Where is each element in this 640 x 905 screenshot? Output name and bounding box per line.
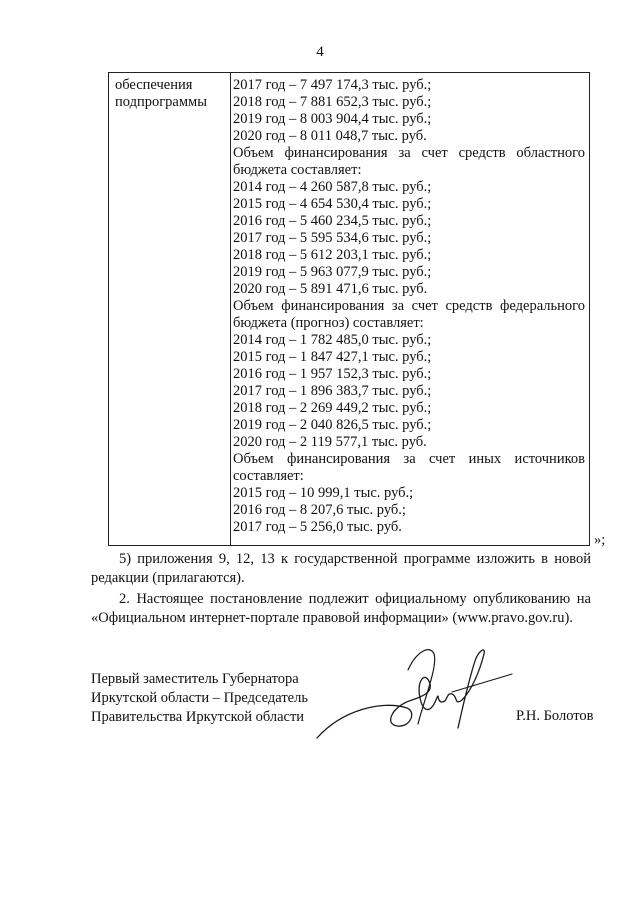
funding-line: 2019 год – 8 003 904,4 тыс. руб.; xyxy=(233,111,432,127)
funding-line: 2020 год – 2 119 577,1 тыс. руб. xyxy=(233,434,427,450)
paragraph-line: 2. Настоящее постановление подлежит официальному опубликованию на xyxy=(119,591,591,607)
funding-line: 2020 год – 5 891 471,6 тыс. руб. xyxy=(233,281,428,297)
funding-line: 2014 год – 1 782 485,0 тыс. руб.; xyxy=(233,332,432,348)
table-left-cell xyxy=(115,77,227,111)
signatory-title-line: Правительства Иркутской области xyxy=(91,709,305,725)
funding-heading-line: Объем финансирования за счет средств федерального xyxy=(233,298,585,314)
paragraph-line: «Официальном интернет-портале правовой информации» (www.pravo.gov.ru). xyxy=(91,610,573,626)
funding-line: 2015 год – 1 847 427,1 тыс. руб.; xyxy=(233,349,432,365)
funding-line: 2019 год – 5 963 077,9 тыс. руб.; xyxy=(233,264,432,280)
left-cell-line: подпрограммы xyxy=(115,94,207,110)
paragraph-item-5 xyxy=(91,550,591,588)
funding-heading-line: Объем финансирования за счет средств областного xyxy=(233,145,585,161)
funding-line: 2017 год – 1 896 383,7 тыс. руб.; xyxy=(233,383,432,399)
funding-line: 2015 год – 10 999,1 тыс. руб.; xyxy=(233,485,414,501)
funding-line: 2017 год – 7 497 174,3 тыс. руб.; xyxy=(233,77,432,93)
funding-line: 2016 год – 5 460 234,5 тыс. руб.; xyxy=(233,213,432,229)
signer-name: Р.Н. Болотов xyxy=(516,708,594,724)
page-number: 4 xyxy=(316,44,324,60)
paragraph-item-2 xyxy=(91,590,591,628)
signatory-title-line: Первый заместитель Губернатора xyxy=(91,671,299,687)
funding-heading-line: бюджета (прогноз) составляет: xyxy=(233,315,424,331)
paragraph-line: редакции (прилагаются). xyxy=(91,570,245,586)
paragraph-line: 5) приложения 9, 12, 13 к государственной программе изложить в новой xyxy=(119,551,591,567)
funding-line: 2019 год – 2 040 826,5 тыс. руб.; xyxy=(233,417,432,433)
table-right-cell xyxy=(233,77,585,536)
funding-line: 2014 год – 4 260 587,8 тыс. руб.; xyxy=(233,179,432,195)
funding-line: 2018 год – 2 269 449,2 тыс. руб.; xyxy=(233,400,432,416)
handwritten-signature xyxy=(312,640,522,750)
funding-line: 2017 год – 5 256,0 тыс. руб. xyxy=(233,519,402,535)
funding-line: 2018 год – 5 612 203,1 тыс. руб.; xyxy=(233,247,432,263)
funding-line: 2020 год – 8 011 048,7 тыс. руб. xyxy=(233,128,427,144)
funding-line: 2016 год – 8 207,6 тыс. руб.; xyxy=(233,502,406,518)
column-divider xyxy=(230,73,231,545)
funding-heading-line: Объем финансирования за счет иных источников xyxy=(233,451,585,467)
funding-line: 2018 год – 7 881 652,3 тыс. руб.; xyxy=(233,94,432,110)
funding-heading-line: бюджета составляет: xyxy=(233,162,362,178)
closing-quote: »; xyxy=(594,532,606,548)
funding-line: 2015 год – 4 654 530,4 тыс. руб.; xyxy=(233,196,432,212)
left-cell-line: обеспечения xyxy=(115,77,193,93)
funding-heading-line: составляет: xyxy=(233,468,304,484)
signatory-title xyxy=(91,670,308,727)
funding-table xyxy=(108,72,590,546)
funding-line: 2016 год – 1 957 152,3 тыс. руб.; xyxy=(233,366,432,382)
signatory-title-line: Иркутской области – Председатель xyxy=(91,690,308,706)
funding-line: 2017 год – 5 595 534,6 тыс. руб.; xyxy=(233,230,432,246)
